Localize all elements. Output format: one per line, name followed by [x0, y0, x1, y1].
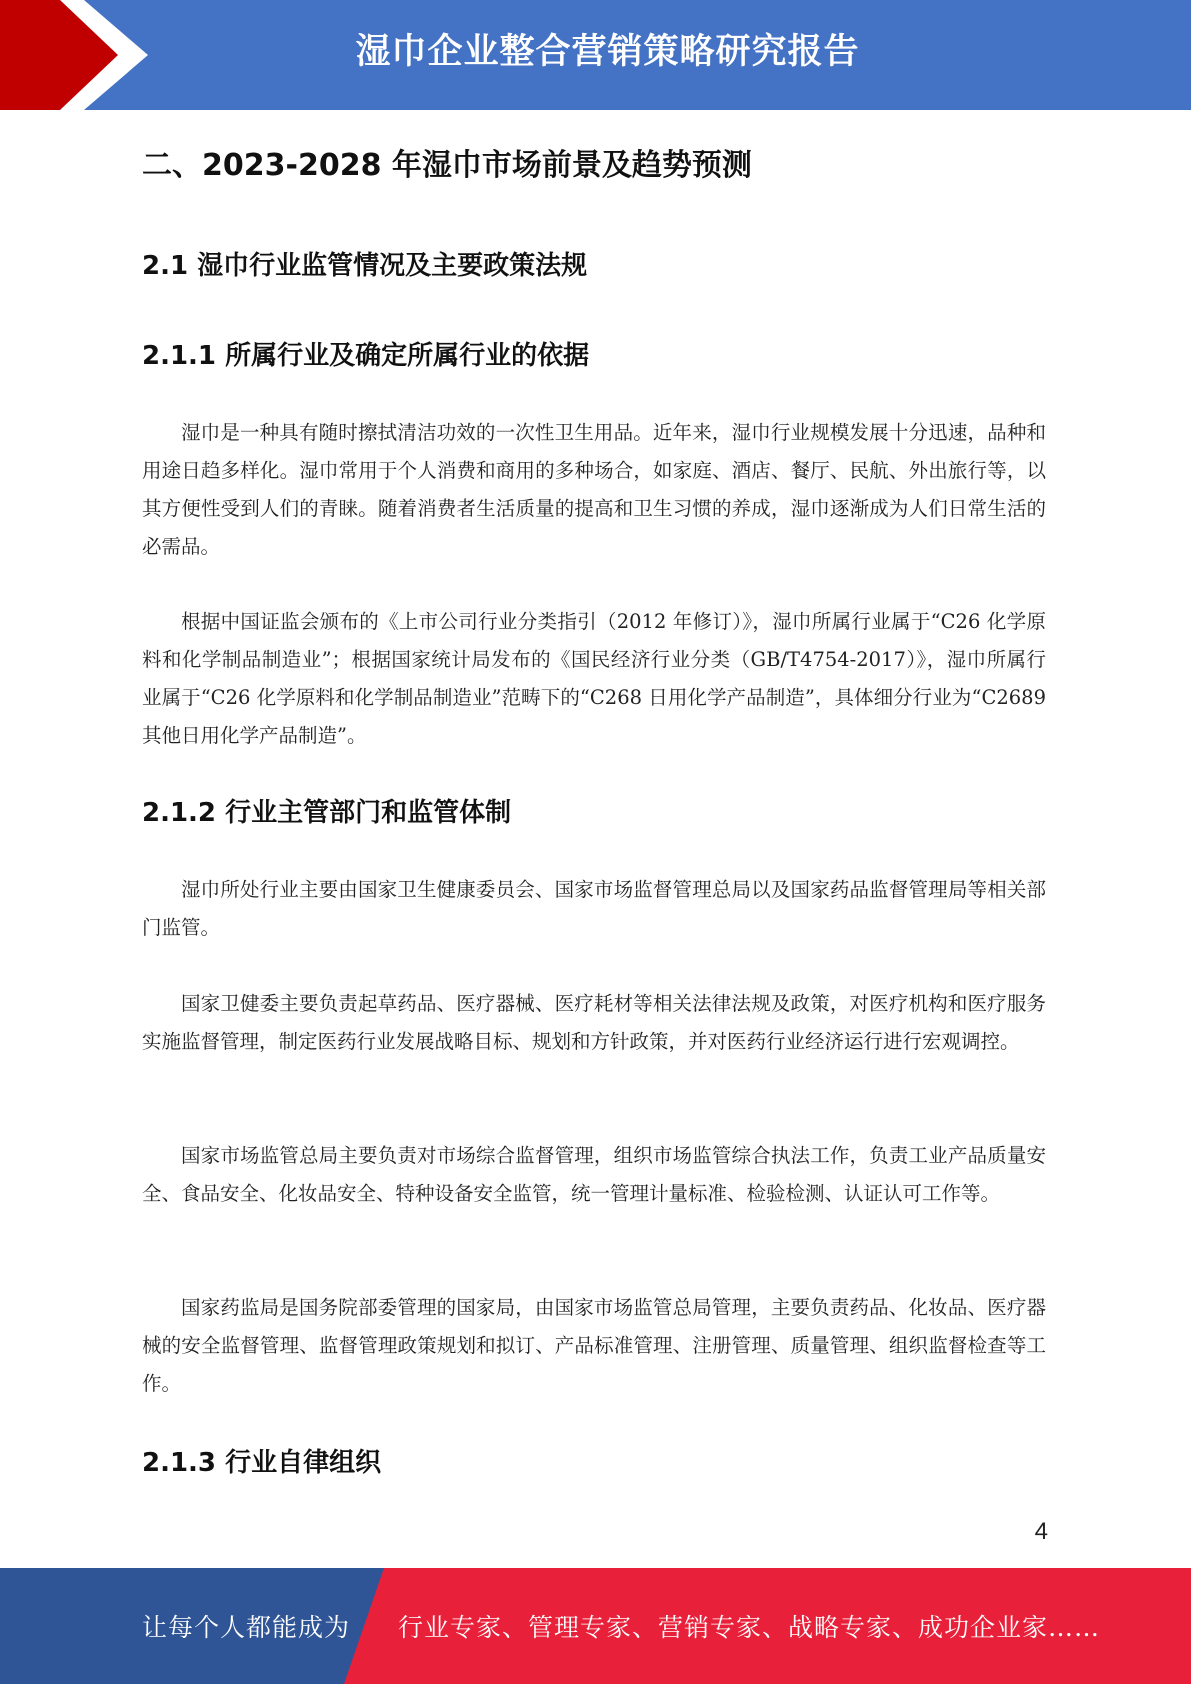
subsection-2-1-3-heading: 2.1.3 行业自律组织 — [142, 1448, 382, 1478]
page-number: 4 — [1034, 1518, 1048, 1545]
report-title: 湿巾企业整合营销策略研究报告 — [355, 32, 860, 72]
footer-slogan-left: 让每个人都能成为 — [142, 1613, 351, 1642]
page-header — [0, 0, 1191, 110]
subsection-2-1-2-heading: 2.1.2 行业主管部门和监管体制 — [142, 798, 512, 828]
page-footer — [0, 1568, 1191, 1684]
paragraph-market-regulation: 国家市场监管总局主要负责对市场综合监督管理，组织市场监管综合执法工作，负责工业产品质量安全、食品安全、化妆品安全、特种设备安全监管，统一管理计量标准、检验检测、认证认可工作等。 — [142, 1144, 1046, 1205]
paragraph-wet-wipes-intro: 湿巾是一种具有随时擦拭清洁功效的一次性卫生用品。近年来，湿巾行业规模发展十分迅速，品种和用途日趋多样化。湿巾常用于个人消费和商用的多种场合，如家庭、酒店、餐厅、民航、外出旅行等，以其方便性受到人们的青睐。随着消费者生活质量的提高和卫生习惯的养成，湿巾逐渐成为人们日常生活的必需品。 — [142, 421, 1046, 558]
paragraph-regulators: 湿巾所处行业主要由国家卫生健康委员会、国家市场监督管理总局以及国家药品监督管理局等相关部门监管。 — [142, 878, 1046, 939]
section-title: 二、2023-2028 年湿巾市场前景及趋势预测 — [142, 148, 752, 183]
paragraph-health-commission: 国家卫健委主要负责起草药品、医疗器械、医疗耗材等相关法律法规及政策，对医疗机构和医疗服务实施监督管理，制定医药行业发展战略目标、规划和方针政策，并对医药行业经济运行进行宏观调控。 — [142, 992, 1046, 1053]
footer-slogan-right: 行业专家、管理专家、营销专家、战略专家、成功企业家…… — [398, 1613, 1101, 1642]
paragraph-industry-classification: 根据中国证监会颁布的《上市公司行业分类指引（2012 年修订）》，湿巾所属行业属于“C26 化学原料和化学制品制造业”；根据国家统计局发布的《国民经济行业分类（GB/T4754-2017）》，湿巾所属行业属于“C26 化学原料和化学制品制造业”范畴下的“C268 日用化学产品制造”，具体细分行业为“C2689 其他日用化学产品制造”。 — [142, 610, 1046, 747]
subsection-2-1-heading: 2.1 湿巾行业监管情况及主要政策法规 — [142, 251, 588, 281]
subsection-2-1-1-heading: 2.1.1 所属行业及确定所属行业的依据 — [142, 341, 590, 371]
paragraph-drug-administration: 国家药监局是国务院部委管理的国家局，由国家市场监管总局管理，主要负责药品、化妆品、医疗器械的安全监督管理、监督管理政策规划和拟订、产品标准管理、注册管理、质量管理、组织监督检查等工作。 — [142, 1296, 1046, 1395]
